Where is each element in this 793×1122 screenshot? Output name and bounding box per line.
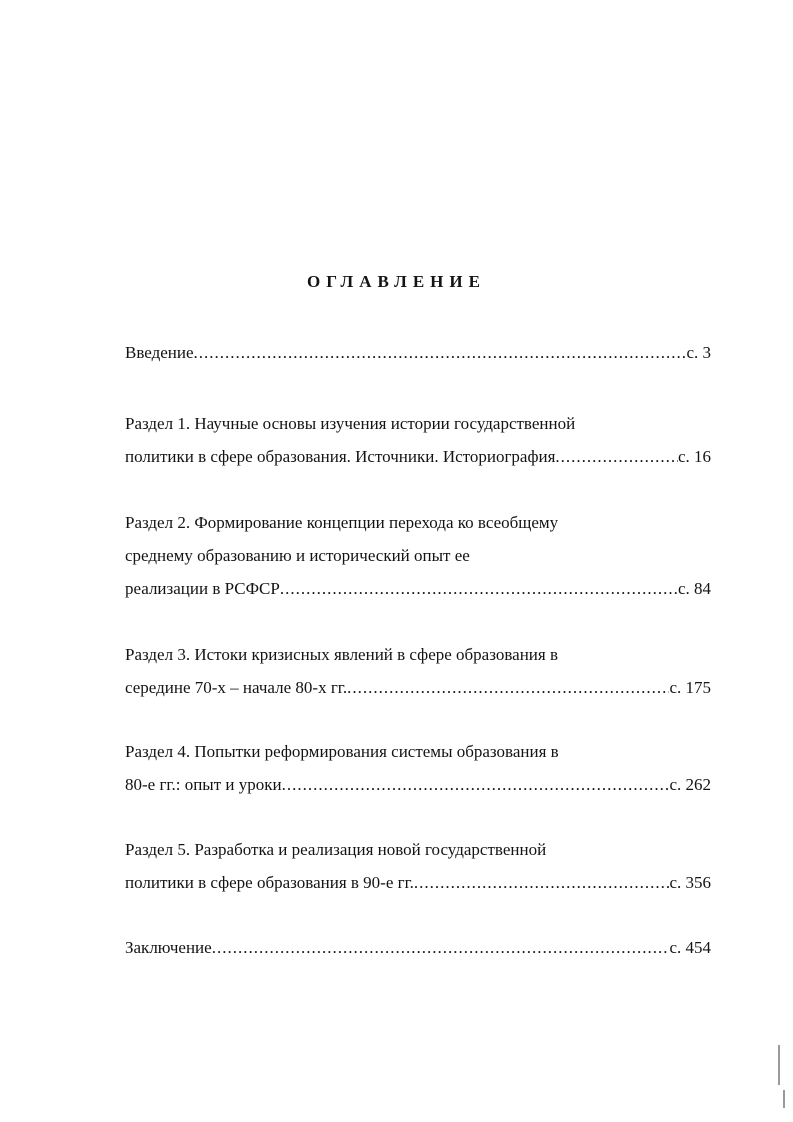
- toc-entry-leader-line: [125, 572, 711, 605]
- toc-entry-leader-line: [125, 671, 711, 704]
- toc-entry-leader-line: [125, 768, 711, 801]
- dot-leader: [282, 768, 670, 801]
- toc-entry-text: Раздел 5. Разработка и реализация новой государственной: [125, 840, 547, 859]
- toc-entry-text: политики в сфере образования в 90-е гг.: [125, 873, 414, 892]
- dot-leader: [212, 931, 670, 964]
- toc-entry-text: 80-е гг.: опыт и уроки: [125, 775, 282, 794]
- toc-page-number: с. 3: [686, 343, 711, 362]
- toc-entry-text: политики в сфере образования. Источники. Историография: [125, 447, 556, 466]
- toc-entry-section-1[interactable]: [125, 407, 711, 473]
- toc-entry-text: Раздел 3. Истоки кризисных явлений в сфере образования в: [125, 645, 558, 664]
- toc-entry-leader-line: [125, 866, 711, 899]
- toc-entry-introduction[interactable]: [125, 336, 711, 369]
- toc-entry-text: середине 70-х – начале 80-х гг.: [125, 678, 348, 697]
- toc-entry-text: реализации в РСФСР: [125, 579, 280, 598]
- toc-entry-section-4[interactable]: [125, 735, 711, 801]
- dot-leader: [555, 440, 678, 473]
- toc-entry-text: среднему образованию и исторический опыт ее: [125, 546, 470, 565]
- toc-entry-text: Раздел 4. Попытки реформирования системы образования в: [125, 742, 559, 761]
- dot-leader: [347, 671, 669, 704]
- toc-entry-section-2[interactable]: [125, 506, 711, 605]
- toc-entry-conclusion[interactable]: [125, 931, 711, 964]
- toc-page-number: с. 454: [669, 938, 711, 957]
- toc-entry-leader-line: [125, 931, 711, 964]
- toc-page-number: с. 16: [677, 447, 711, 466]
- toc-entry-text: Введение: [125, 343, 194, 362]
- toc-entry-section-5[interactable]: [125, 833, 711, 899]
- page-title: ОГЛАВЛЕНИЕ: [307, 272, 486, 291]
- toc-page-number: с. 84: [677, 579, 711, 598]
- toc-entry-text: Заключение: [125, 938, 212, 957]
- toc-entry-text: Раздел 2. Формирование концепции перехода ко всеобщему: [125, 513, 559, 532]
- toc-entry-leader-line: [125, 440, 711, 473]
- dot-leader: [194, 336, 687, 369]
- scan-artifact: [778, 1045, 780, 1085]
- toc-page-number: с. 262: [669, 775, 711, 794]
- toc-entry-text: Раздел 1. Научные основы изучения истории государственной: [125, 414, 576, 433]
- toc-page-number: с. 175: [669, 678, 711, 697]
- dot-leader: [414, 866, 670, 899]
- toc-entry-section-3[interactable]: [125, 638, 711, 704]
- toc-entry-leader-line: [125, 336, 711, 369]
- toc-page-number: с. 356: [669, 873, 711, 892]
- scan-artifact: [783, 1090, 785, 1108]
- dot-leader: [280, 572, 678, 605]
